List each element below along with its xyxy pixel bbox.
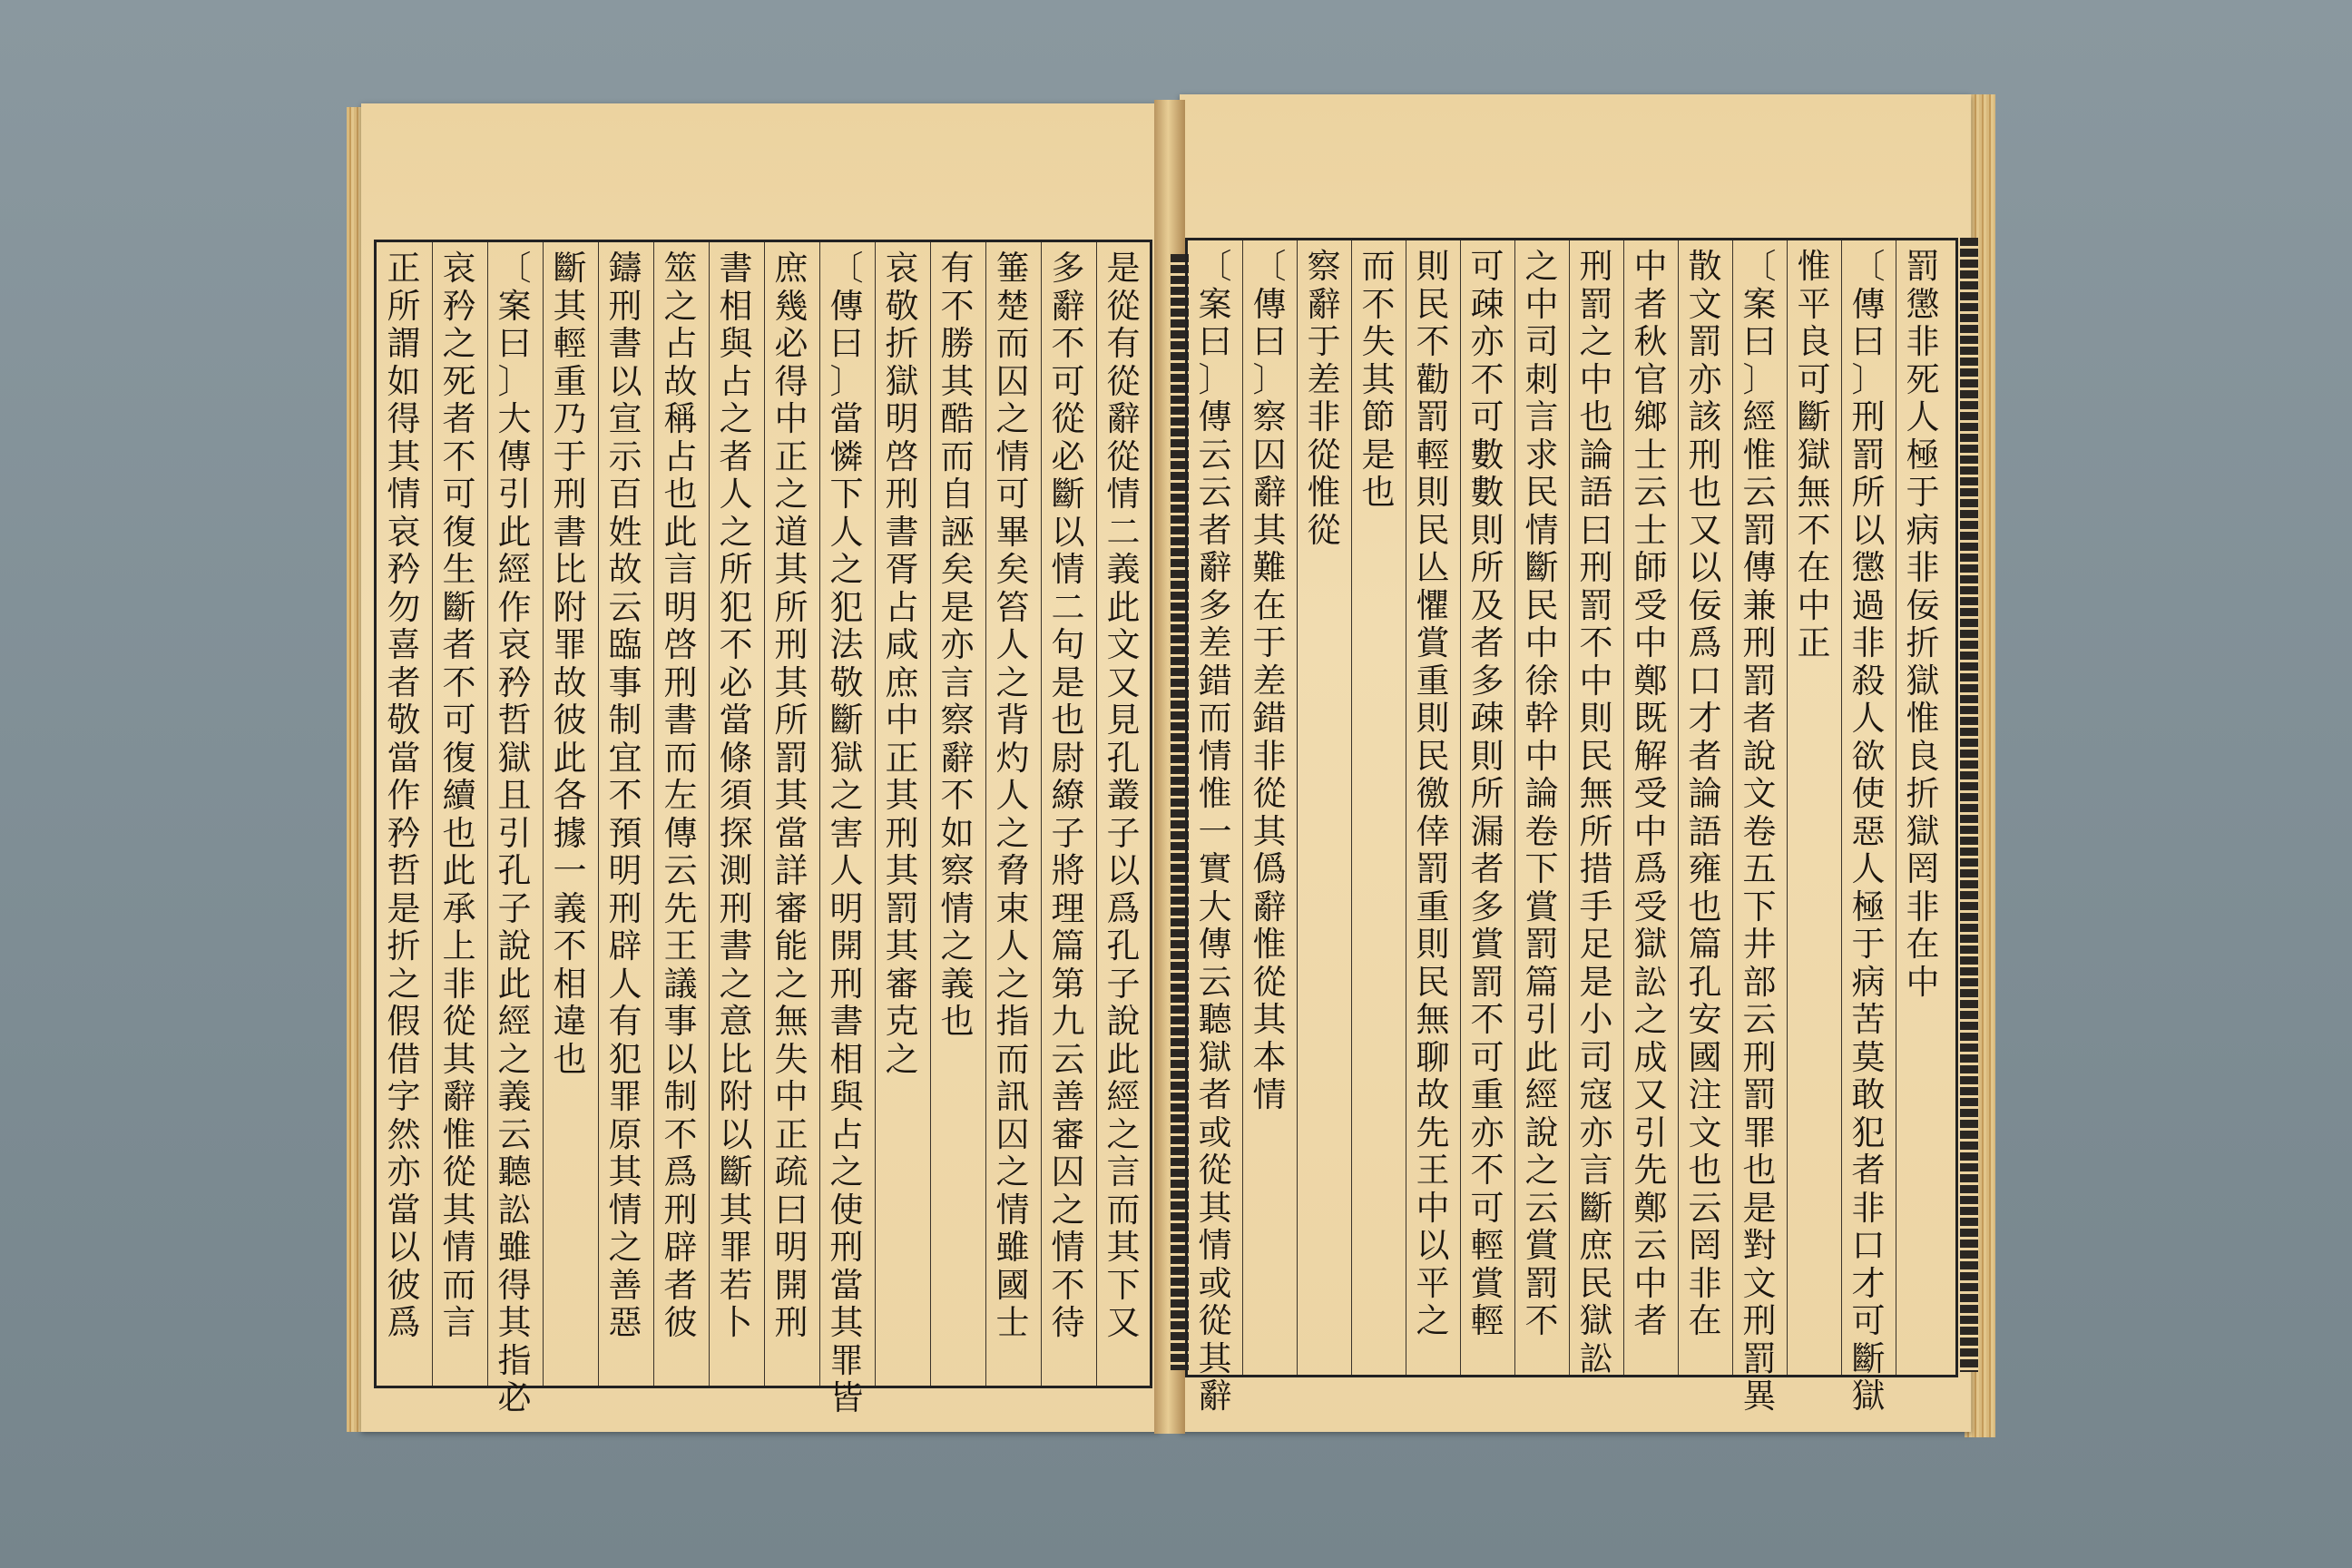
text-column: 可 疎 亦 不 可 數 數 則 所 及 者 多 疎 則 所 漏 者 多 賞 罰 不 可 重 亦 不 可 輕 賞 輕 bbox=[1470, 247, 1504, 1340]
text-column: 惟 平 良 可 斷 獄 無 不 在 中 正 bbox=[1797, 247, 1831, 662]
left-page-text-block bbox=[374, 240, 1152, 1417]
column-rule bbox=[930, 242, 931, 1386]
text-column: 書 相 與 占 之 者 人 之 所 犯 不 必 當 條 須 探 測 刑 書 之 意 比 附 以 斷 其 罪 若 卜 bbox=[719, 249, 753, 1342]
column-rule bbox=[1841, 240, 1842, 1375]
text-column: 〔 傳 曰 〕 刑 罰 所 以 懲 過 非 殺 人 欲 使 惡 人 極 于 病 苦 莫 敢 犯 者 非 口 才 可 斷 獄 bbox=[1851, 247, 1886, 1416]
text-column: 哀 矜 之 死 者 不 可 復 生 斷 者 不 可 復 續 也 此 承 上 非 從 其 辭 惟 從 其 情 而 言 bbox=[442, 249, 476, 1342]
column-rule bbox=[1297, 240, 1298, 1375]
text-column: 〔 傳 曰 〕 察 囚 辭 其 難 在 于 差 錯 非 從 其 僞 辭 惟 從 其 本 情 bbox=[1252, 247, 1287, 1114]
text-column: 〔 案 曰 〕 經 惟 云 罰 傳 兼 刑 罰 者 說 文 卷 五 下 井 部 云 刑 罰 罪 也 是 對 文 刑 罰 異 bbox=[1742, 247, 1777, 1416]
column-rule bbox=[1732, 240, 1733, 1375]
column-rule bbox=[1569, 240, 1570, 1375]
text-column: 之 中 司 刺 言 求 民 情 斷 民 中 徐 幹 中 論 卷 下 賞 罰 篇 引 此 經 說 之 云 賞 罰 不 bbox=[1524, 247, 1559, 1340]
column-rule bbox=[985, 242, 986, 1386]
column-rule bbox=[432, 242, 433, 1386]
text-column: 斷 其 輕 重 乃 于 刑 書 比 附 罪 故 彼 此 各 據 一 義 不 相 違 也 bbox=[553, 249, 587, 1079]
text-column: 罰 懲 非 死 人 極 于 病 非 佞 折 獄 惟 良 折 獄 罔 非 在 中 bbox=[1906, 247, 1940, 1002]
text-column: 而 不 失 其 節 是 也 bbox=[1361, 247, 1396, 512]
column-rule bbox=[819, 242, 820, 1386]
column-rule bbox=[709, 242, 710, 1386]
text-column: 中 者 秋 官 鄉 士 云 士 師 受 中 鄭 既 解 受 中 爲 受 獄 訟 之 成 又 引 先 鄭 云 中 者 bbox=[1633, 247, 1668, 1340]
text-column: 〔 案 曰 〕 傳 云 云 者 辭 多 差 錯 而 情 惟 一 實 大 傳 云 聽 獄 者 或 從 其 情 或 從 其 辭 bbox=[1198, 247, 1232, 1416]
text-column: 鑄 刑 書 以 宣 示 百 姓 故 云 臨 事 制 宜 不 預 明 刑 辟 人 有 犯 罪 原 其 情 之 善 惡 bbox=[608, 249, 642, 1342]
text-column: 〔 案 曰 〕 大 傳 引 此 經 作 哀 矜 哲 獄 且 引 孔 子 說 此 經 之 義 云 聽 訟 雖 得 其 指 必 bbox=[497, 249, 532, 1417]
column-rule bbox=[1242, 240, 1243, 1375]
column-rule bbox=[1514, 240, 1515, 1375]
text-column: 庶 幾 必 得 中 正 之 道 其 所 刑 其 所 罰 其 當 詳 審 能 之 無 失 中 正 疏 曰 明 開 刑 bbox=[774, 249, 808, 1342]
fold-margin-right bbox=[1960, 238, 1978, 1372]
text-column: 是 從 有 從 辭 從 情 二 義 此 文 又 見 孔 叢 子 以 爲 孔 子 說 此 經 之 言 而 其 下 又 bbox=[1106, 249, 1141, 1342]
text-column: 散 文 罰 亦 該 刑 也 又 以 佞 爲 口 才 者 論 語 雍 也 篇 孔 安 國 注 文 也 云 罔 非 在 bbox=[1688, 247, 1722, 1340]
text-column: 則 民 不 勸 罰 輕 則 民 亾 懼 賞 重 則 民 徼 倖 罰 重 則 民 無 聊 故 先 王 中 以 平 之 bbox=[1416, 247, 1450, 1340]
column-rule bbox=[543, 242, 544, 1386]
text-column: 筮 之 占 故 稱 占 也 此 言 明 啓 刑 書 而 左 傳 云 先 王 議 事 以 制 不 爲 刑 辟 者 彼 bbox=[663, 249, 698, 1342]
column-rule bbox=[1623, 240, 1624, 1375]
column-rule bbox=[598, 242, 599, 1386]
column-rule bbox=[653, 242, 654, 1386]
text-column: 〔 傳 曰 〕 當 憐 下 人 之 犯 法 敬 斷 獄 之 害 人 明 開 刑 書 相 與 占 之 使 刑 當 其 罪 皆 bbox=[829, 249, 864, 1417]
column-rule bbox=[875, 242, 876, 1386]
column-rule bbox=[487, 242, 488, 1386]
column-rule bbox=[764, 242, 765, 1386]
text-column: 正 所 謂 如 得 其 情 哀 矜 勿 喜 者 敬 當 作 矜 哲 是 折 之 假 借 字 然 亦 當 以 彼 爲 bbox=[387, 249, 421, 1342]
text-column: 有 不 勝 其 酷 而 自 誣 矣 是 亦 言 察 辭 不 如 察 情 之 義 也 bbox=[940, 249, 975, 1041]
right-page-text-block bbox=[1185, 238, 1958, 1416]
column-rule bbox=[1460, 240, 1461, 1375]
column-rule bbox=[1041, 242, 1042, 1386]
text-column: 刑 罰 之 中 也 論 語 曰 刑 罰 不 中 則 民 無 所 措 手 足 是 小 司 寇 亦 言 斷 庶 民 獄 訟 bbox=[1579, 247, 1613, 1378]
text-column: 多 辭 不 可 從 必 斷 以 情 二 句 是 也 尉 繚 子 將 理 篇 第 九 云 善 審 囚 之 情 不 待 bbox=[1051, 249, 1085, 1342]
column-rule bbox=[1678, 240, 1679, 1375]
text-column: 箠 楚 而 囚 之 情 可 畢 矣 笞 人 之 背 灼 人 之 脅 束 人 之 指 而 訊 囚 之 情 雖 國 士 bbox=[995, 249, 1030, 1342]
column-rule bbox=[1787, 240, 1788, 1375]
column-rule bbox=[1351, 240, 1352, 1375]
text-column: 哀 敬 折 獄 明 啓 刑 書 胥 占 咸 庶 中 正 其 刑 其 罰 其 審 克 之 bbox=[885, 249, 919, 1079]
column-rule bbox=[1096, 242, 1097, 1386]
text-column: 察 辭 于 差 非 從 惟 從 bbox=[1307, 247, 1341, 550]
